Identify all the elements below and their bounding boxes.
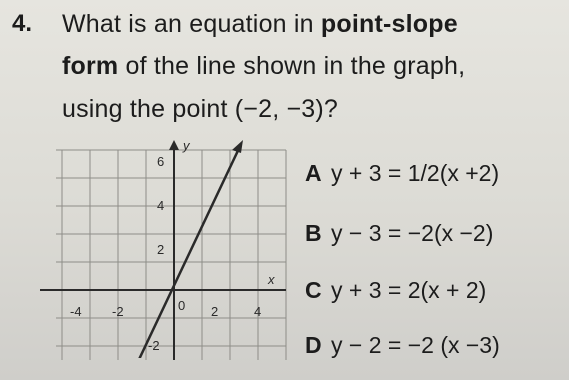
y-tick-label: 6	[157, 154, 165, 169]
question-line-1	[62, 10, 458, 39]
y-tick-label: -2	[148, 338, 160, 353]
coordinate-graph	[0, 138, 290, 363]
choice-letter: A	[305, 160, 322, 186]
question-number: 4.	[12, 10, 33, 37]
question-text: of the line shown in the graph,	[118, 52, 466, 80]
choice-equation: y − 2 = −2 (x −3)	[331, 332, 500, 358]
choice-c[interactable]	[305, 277, 486, 304]
choice-equation: y − 3 = −2(x −2)	[331, 220, 494, 246]
choice-a[interactable]	[305, 160, 499, 187]
question-emphasis: point-slope	[320, 10, 458, 38]
grid-lines	[56, 150, 286, 360]
choice-equation: y + 3 = 1/2(x +2)	[331, 160, 500, 186]
y-tick-label: 4	[157, 198, 165, 213]
question-emphasis: form	[62, 52, 119, 80]
x-axis-label: x	[268, 272, 275, 287]
choice-d[interactable]	[305, 332, 500, 359]
choice-equation: y + 3 = 2(x + 2)	[331, 277, 487, 303]
x-tick-label: 2	[211, 304, 219, 319]
line-arrow	[232, 140, 243, 153]
x-tick-label: -4	[70, 304, 82, 319]
choice-letter: C	[305, 277, 322, 303]
choice-letter: D	[305, 332, 322, 358]
x-tick-label: 4	[254, 304, 262, 319]
question-text: What is an equation in	[62, 10, 321, 38]
question-line-2	[62, 52, 465, 81]
choice-b[interactable]	[305, 220, 493, 247]
choice-letter: B	[305, 220, 322, 246]
y-axis-label: y	[183, 138, 190, 153]
y-axis-arrow	[169, 140, 179, 150]
question-line-3: using the point (−2, −3)?	[62, 95, 339, 123]
y-tick-label: 2	[157, 242, 165, 257]
x-tick-label: -2	[112, 304, 124, 319]
x-tick-label: 0	[178, 298, 186, 313]
plotted-line	[134, 140, 243, 363]
